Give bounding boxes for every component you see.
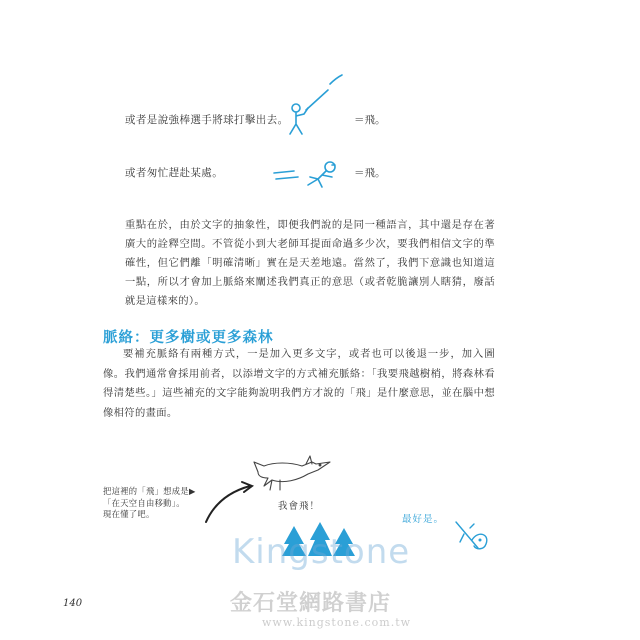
fox-speech-text: 我會飛！ xyxy=(278,501,321,512)
paragraph-interpretation: 重點在於，由於文字的抽象性，即便我們說的是同一種語言，其中還是存在著廣大的詮釋空間。不管從小到大老師耳提面命過多少次，要我們相信文字的準確性，但它們離「明確清晰」實在是天差地遠。當然了，我們下意識也知道這一點，所以才會加上脈絡來闡述我們真正的意思（或者乾脆讓別人瞎猜，廢話就是這樣來的）。 xyxy=(125,219,495,307)
caption-line-2: 「在天空自由移動」。 xyxy=(103,497,185,508)
flying-fox-doodle xyxy=(250,450,340,500)
watermark-store-name: 金石堂網路書店 xyxy=(230,590,392,616)
example-rush-text: 或者匆忙趕赴某處。 xyxy=(125,167,224,179)
caption-line-1: 把這裡的「飛」想成是▶ xyxy=(103,486,196,496)
margin-caption xyxy=(103,486,196,521)
example-batter-text: 或者是說強棒選手將球打擊出去。 xyxy=(125,114,289,126)
paragraph-context: 要補充脈絡有兩種方式，一是加入更多文字，或者也可以後退一步，加入圖像。我們通常會採用前者，以添增文字的方式補充脈絡：「我要飛越樹梢，將森林看得清楚些。」這些補充的文字能夠說明我們方才說的「飛」是什麼意思，並在腦中想像相符的畫面。 xyxy=(103,348,495,419)
section-heading: 脈絡：更多樹或更多森林 xyxy=(103,330,274,346)
falling-figure-doodle xyxy=(452,520,492,560)
rush-equals-fly: ＝飛。 xyxy=(354,167,386,179)
page-number: 140 xyxy=(63,598,83,609)
sarcastic-remark-text: 最好是。 xyxy=(402,514,445,525)
watermark-url: www.kingstone.com.tw xyxy=(262,616,412,629)
watermark-logo: Kingstone xyxy=(232,532,411,572)
batter-equals-fly: ＝飛。 xyxy=(354,114,386,126)
running-figure-illustration xyxy=(272,155,347,195)
caption-line-3: 現在懂了吧。 xyxy=(103,509,155,519)
batter-stick-figure-illustration xyxy=(284,72,344,142)
